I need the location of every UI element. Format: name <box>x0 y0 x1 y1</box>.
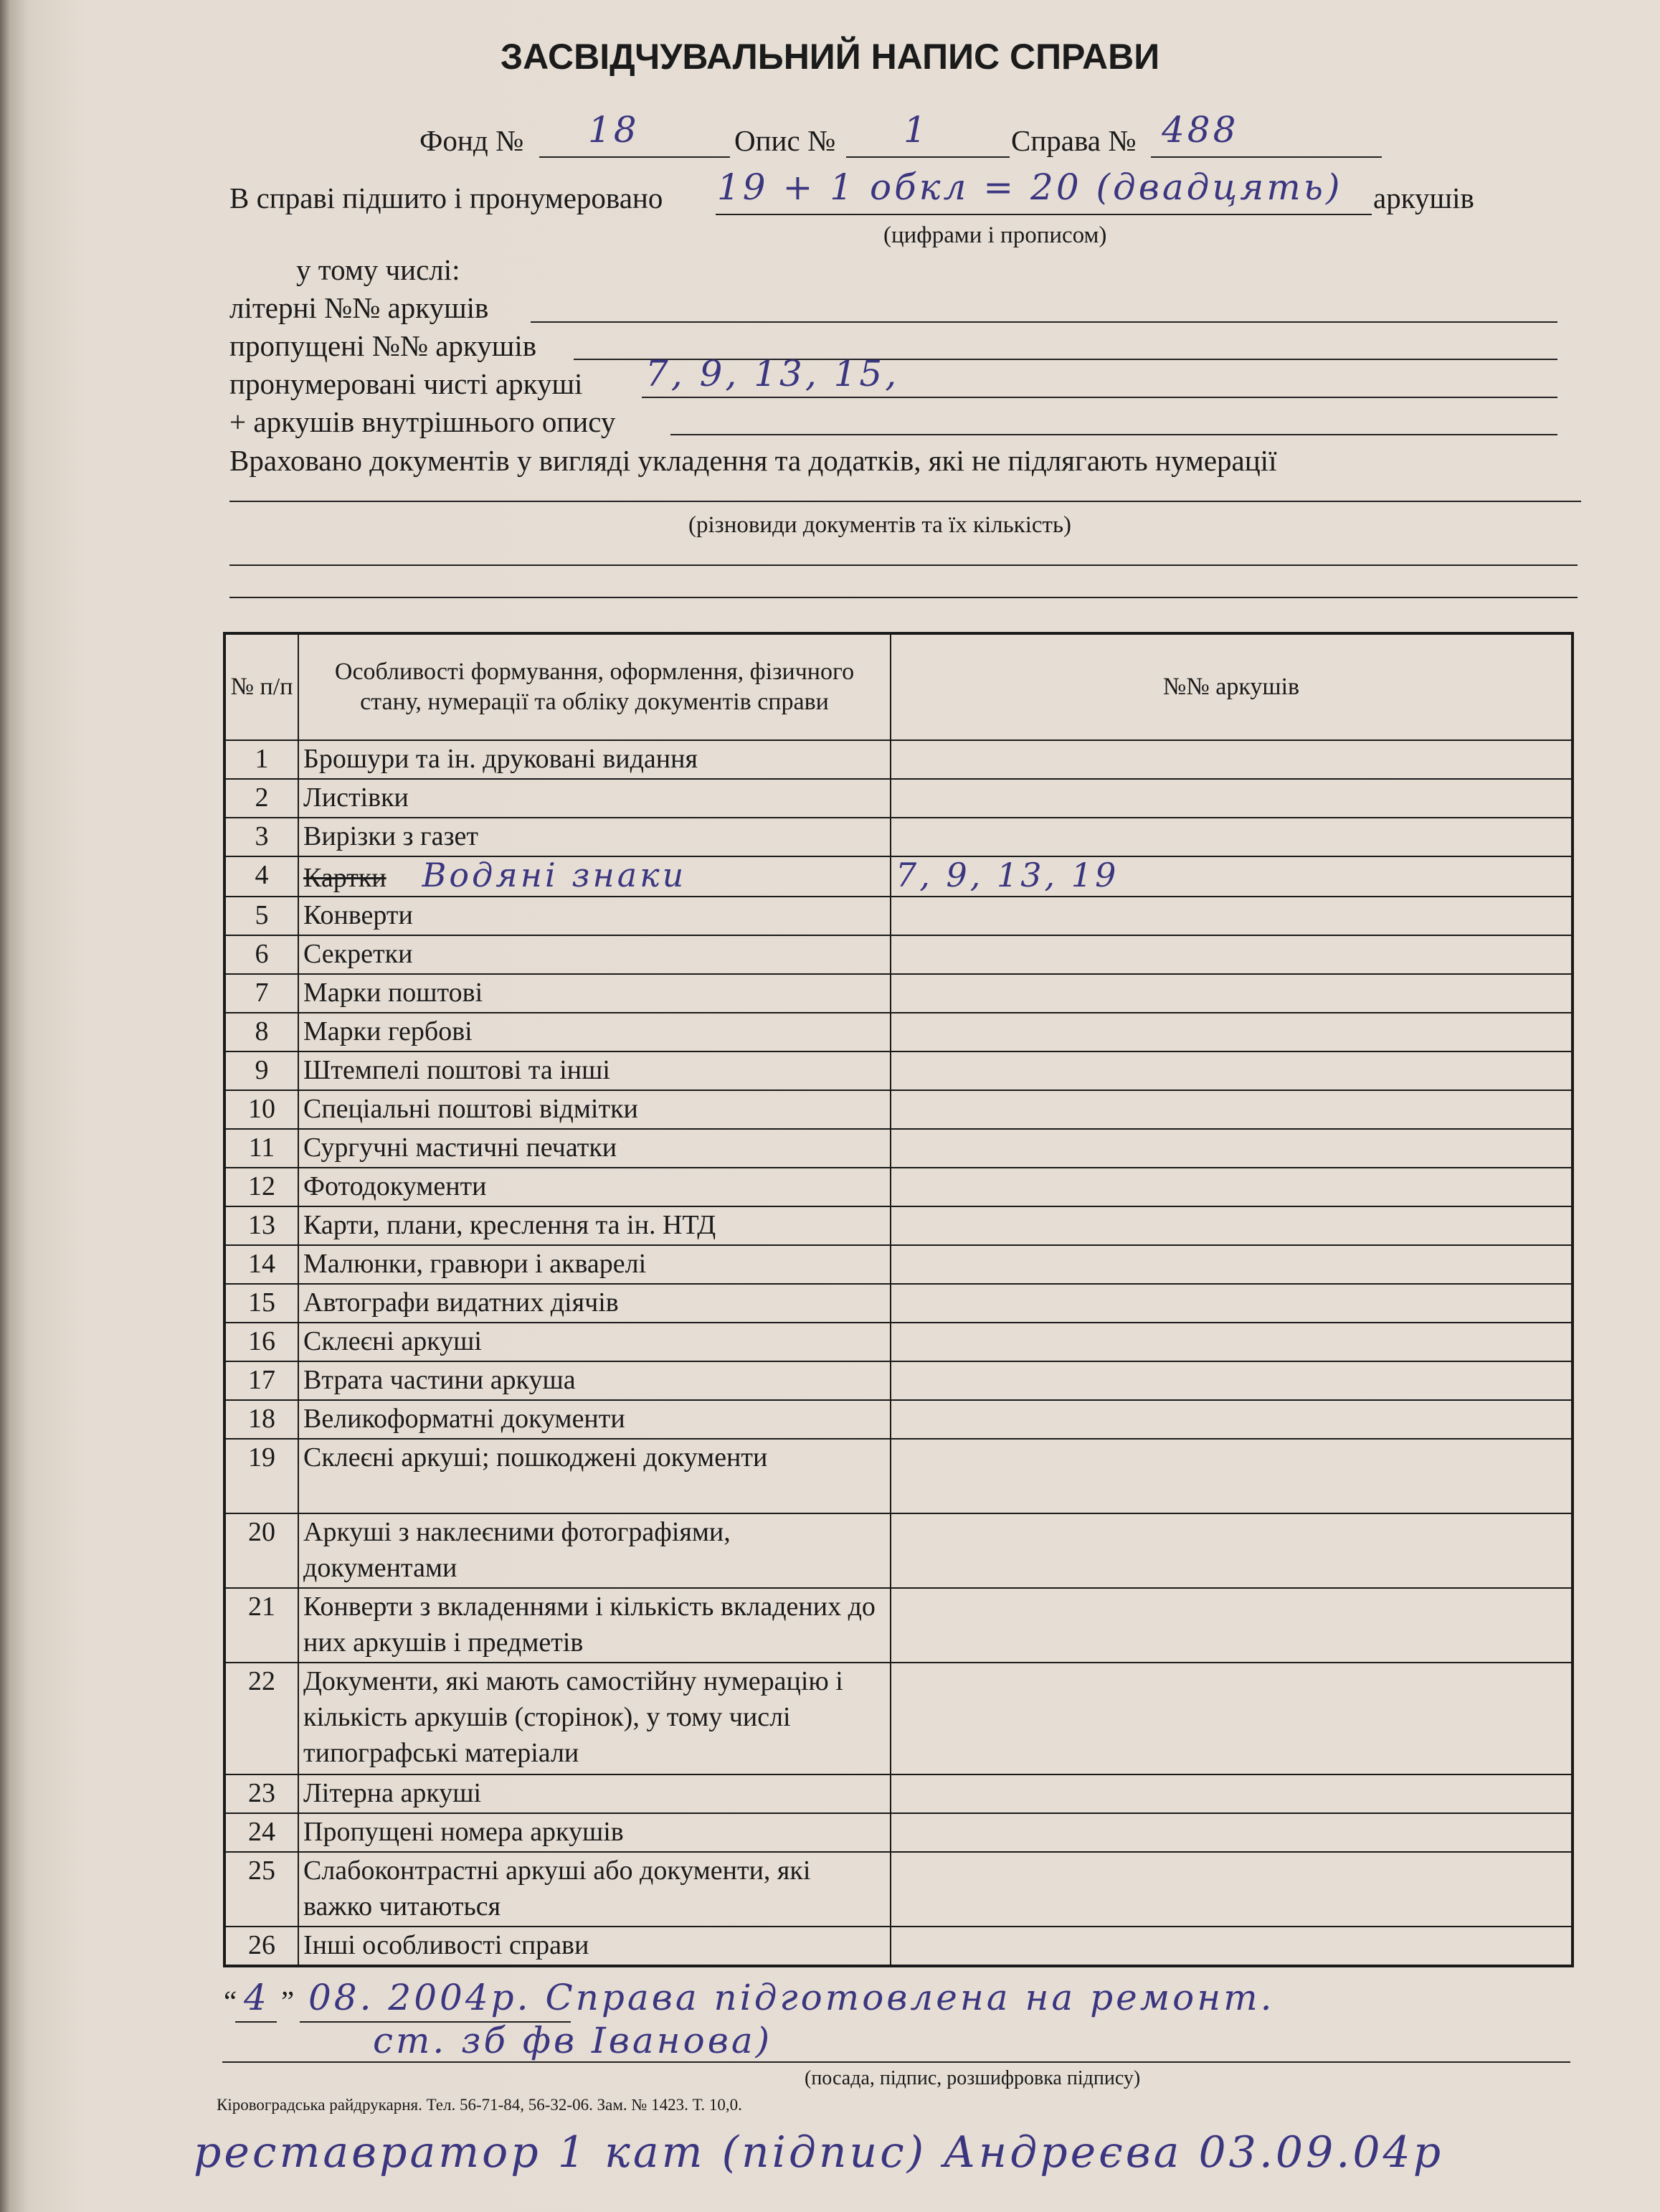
printer-info: Кіровоградська райдрукарня. Тел. 56-71-84, 56-32-06. Зам. № 1423. Т. 10,0. <box>217 2096 742 2114</box>
row-number: 3 <box>224 818 298 856</box>
row-feature <box>298 1168 891 1206</box>
feature-label: Конверти з вкладеннями і кількість вкладених до них аркушів і предметів <box>303 1592 876 1658</box>
row-number: 25 <box>224 1852 298 1927</box>
row-feature <box>298 740 891 779</box>
row-sheets <box>891 740 1573 779</box>
feature-label: Сургучні мастичні печатки <box>303 1133 617 1163</box>
sprava-value: 488 <box>1162 109 1239 151</box>
fond-value: 18 <box>588 109 640 151</box>
date-quote-open: “ <box>224 1985 237 2018</box>
row-number: 24 <box>224 1813 298 1852</box>
letter-sheets-label: літерні №№ аркушів <box>229 291 489 324</box>
sheets-value: 7, 9, 13, 19 <box>896 856 1119 894</box>
blank-sheets-value: 7, 9, 13, 15, <box>645 353 900 394</box>
feature-label: Фотодокументи <box>303 1171 487 1201</box>
row-feature <box>298 1813 891 1852</box>
row-number: 15 <box>224 1284 298 1323</box>
table-row <box>224 1129 1573 1168</box>
table-row <box>224 740 1573 779</box>
blank-sheets-label: пронумеровані чисті аркуші <box>229 367 583 400</box>
row-feature <box>298 1852 891 1927</box>
table-row <box>224 779 1573 818</box>
table-row <box>224 1588 1573 1663</box>
date-day: 4 <box>244 1977 270 2018</box>
feature-label: Пропущені номера аркушів <box>303 1817 624 1847</box>
row-sheets <box>891 1813 1573 1852</box>
row-number: 1 <box>224 740 298 779</box>
table-row <box>224 856 1573 897</box>
feature-label: Марки поштові <box>303 978 483 1008</box>
table-row <box>224 1774 1573 1813</box>
table-row <box>224 1090 1573 1129</box>
table-row <box>224 1852 1573 1927</box>
date-quote-close: ” <box>281 1985 295 2018</box>
feature-label: Картки <box>303 863 386 893</box>
row-number: 20 <box>224 1513 298 1588</box>
missing-sheets-label: пропущені №№ аркушів <box>229 329 537 362</box>
restorer-signature: реставратор 1 кат (підпис) Андреєва 03.09.04р <box>194 2127 1444 2178</box>
row-sheets <box>891 1245 1573 1284</box>
row-feature <box>298 1284 891 1323</box>
feature-label: Малюнки, гравюри і акварелі <box>303 1249 647 1279</box>
row-sheets <box>891 1588 1573 1663</box>
row-number: 16 <box>224 1323 298 1361</box>
row-number: 2 <box>224 779 298 818</box>
row-feature <box>298 1400 891 1439</box>
sprava-label: Справа № <box>1011 124 1137 157</box>
row-number: 12 <box>224 1168 298 1206</box>
row-sheets <box>891 1439 1573 1513</box>
row-sheets <box>891 1927 1573 1966</box>
table-row <box>224 1013 1573 1051</box>
feature-label: Автографи видатних діячів <box>303 1287 619 1318</box>
feature-label: Вирізки з газет <box>303 821 478 851</box>
feature-label: Документи, які мають самостійну нумерацію і кількість аркушів (сторінок), у тому числі типографські матеріали <box>303 1666 843 1768</box>
table-row <box>224 1361 1573 1400</box>
row-sheets <box>891 1663 1573 1774</box>
sheets-suffix: аркушів <box>1373 181 1474 214</box>
sign-hint: (посада, підпис, розшифровка підпису) <box>805 2067 1141 2089</box>
row-sheets <box>891 1284 1573 1323</box>
feature-handwritten: Водяні знаки <box>422 856 687 894</box>
row-feature <box>298 1051 891 1090</box>
table-row <box>224 1813 1573 1852</box>
table-row <box>224 1284 1573 1323</box>
feature-label: Інші особливості справи <box>303 1930 589 1960</box>
row-sheets <box>891 779 1573 818</box>
feature-label: Карти, плани, креслення та ін. НТД <box>303 1210 716 1240</box>
row-feature <box>298 856 891 897</box>
table-row <box>224 1051 1573 1090</box>
page-title: ЗАСВІДЧУВАЛЬНИЙ НАПИС СПРАВИ <box>500 37 1160 77</box>
feature-label: Спеціальні поштові відмітки <box>303 1094 638 1124</box>
row-feature <box>298 935 891 974</box>
table-row <box>224 1245 1573 1284</box>
row-sheets <box>891 897 1573 935</box>
header-number: № п/п <box>224 633 298 740</box>
row-number: 7 <box>224 974 298 1013</box>
feature-label: Склеєні аркуші; пошкоджені документи <box>303 1442 768 1473</box>
table-row <box>224 935 1573 974</box>
table-row <box>224 1927 1573 1966</box>
features-table <box>223 632 1574 1967</box>
kinds-hint: (різновиди документів та їх кількість) <box>688 512 1071 538</box>
row-number: 23 <box>224 1774 298 1813</box>
opys-value: 1 <box>903 109 929 151</box>
row-sheets <box>891 1090 1573 1129</box>
row-sheets <box>891 1400 1573 1439</box>
row-feature <box>298 897 891 935</box>
sheets-value: 19 + 1 обкл = 20 (двадцять) <box>717 166 1343 208</box>
feature-label: Секретки <box>303 939 413 969</box>
table-row <box>224 1206 1573 1245</box>
feature-label: Марки гербові <box>303 1016 473 1046</box>
row-sheets <box>891 1168 1573 1206</box>
feature-label: Склеєні аркуші <box>303 1326 482 1356</box>
feature-label: Аркуші з наклеєними фотографіями, документами <box>303 1517 731 1583</box>
row-feature <box>298 1588 891 1663</box>
row-number: 13 <box>224 1206 298 1245</box>
table-row <box>224 1663 1573 1774</box>
row-feature <box>298 1361 891 1400</box>
sheets-label: В справі підшито і пронумеровано <box>229 181 663 214</box>
header-feature: Особливості формування, оформлення, фізичного стану, нумерації та обліку документів справи <box>298 633 891 740</box>
feature-label: Штемпелі поштові та інші <box>303 1055 610 1085</box>
row-number: 6 <box>224 935 298 974</box>
row-sheets <box>891 1051 1573 1090</box>
row-sheets <box>891 1852 1573 1927</box>
feature-label: Літерна аркуші <box>303 1778 482 1808</box>
row-sheets <box>891 935 1573 974</box>
table-row <box>224 974 1573 1013</box>
table-row <box>224 897 1573 935</box>
row-number: 9 <box>224 1051 298 1090</box>
inner-inventory-label: + аркушів внутрішнього опису <box>229 405 616 438</box>
row-number: 22 <box>224 1663 298 1774</box>
row-number: 4 <box>224 856 298 897</box>
feature-label: Слабоконтрастні аркуші або документи, які важко читаються <box>303 1856 811 1922</box>
row-feature <box>298 974 891 1013</box>
row-number: 11 <box>224 1129 298 1168</box>
row-feature <box>298 1090 891 1129</box>
row-number: 18 <box>224 1400 298 1439</box>
row-feature <box>298 779 891 818</box>
row-feature <box>298 1245 891 1284</box>
row-sheets <box>891 974 1573 1013</box>
row-sheets <box>891 1513 1573 1588</box>
row-number: 8 <box>224 1013 298 1051</box>
feature-label: Листівки <box>303 783 409 813</box>
row-feature <box>298 1439 891 1513</box>
row-feature <box>298 1323 891 1361</box>
row-feature <box>298 818 891 856</box>
row-feature <box>298 1663 891 1774</box>
row-feature <box>298 1927 891 1966</box>
row-feature <box>298 1013 891 1051</box>
feature-label: Конверти <box>303 900 413 930</box>
table-row <box>224 1513 1573 1588</box>
row-sheets <box>891 818 1573 856</box>
row-sheets <box>891 1013 1573 1051</box>
table-row <box>224 818 1573 856</box>
header-sheets: №№ аркушів <box>891 633 1573 740</box>
row-sheets <box>891 1206 1573 1245</box>
row-feature <box>298 1206 891 1245</box>
row-feature <box>298 1129 891 1168</box>
fond-label: Фонд № <box>419 124 524 157</box>
table-row <box>224 1400 1573 1439</box>
feature-label: Великоформатні документи <box>303 1404 625 1434</box>
row-sheets <box>891 856 1573 897</box>
sheets-hint: (цифрами і прописом) <box>883 222 1107 248</box>
row-sheets <box>891 1323 1573 1361</box>
table-row <box>224 1168 1573 1206</box>
row-feature <box>298 1513 891 1588</box>
footer-note-line2: ст. зб фв Іванова) <box>373 2020 773 2061</box>
feature-label: Брошури та ін. друковані видання <box>303 744 698 774</box>
row-number: 21 <box>224 1588 298 1663</box>
row-sheets <box>891 1774 1573 1813</box>
row-number: 10 <box>224 1090 298 1129</box>
opys-label: Опис № <box>734 124 836 157</box>
row-number: 5 <box>224 897 298 935</box>
row-number: 14 <box>224 1245 298 1284</box>
row-number: 19 <box>224 1439 298 1513</box>
row-feature <box>298 1774 891 1813</box>
row-sheets <box>891 1361 1573 1400</box>
footer-note-line1: 08. 2004р. Справа підготовлена на ремонт. <box>308 1977 1275 2018</box>
feature-label: Втрата частини аркуша <box>303 1365 576 1395</box>
table-row <box>224 1323 1573 1361</box>
table-row <box>224 1439 1573 1513</box>
accounted-label: Враховано документів у вигляді укладення та додатків, які не підлягають нумерації <box>229 444 1277 477</box>
row-number: 26 <box>224 1927 298 1966</box>
row-number: 17 <box>224 1361 298 1400</box>
row-sheets <box>891 1129 1573 1168</box>
including-label: у тому числі: <box>296 253 460 286</box>
